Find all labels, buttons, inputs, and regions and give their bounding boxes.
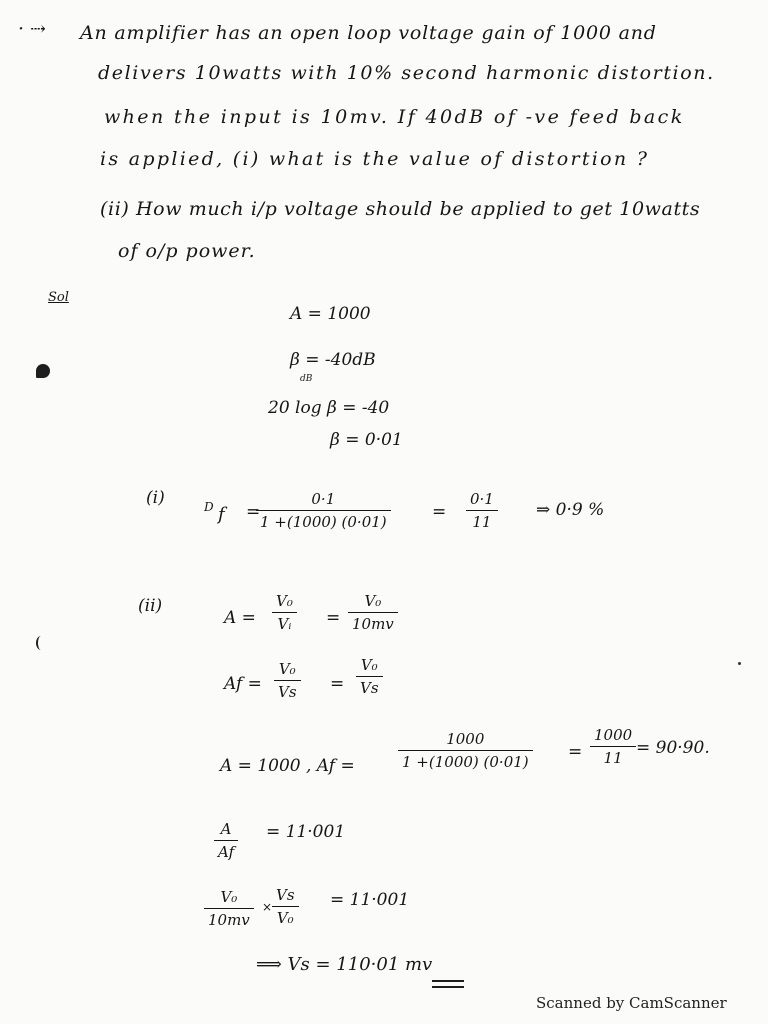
fraction-denominator: Vs	[360, 679, 379, 697]
fraction-denominator: V₀	[276, 909, 294, 927]
fraction-numerator: 1000	[594, 726, 633, 744]
gain-ratio-result: = 11·001	[266, 822, 346, 842]
given-beta-db: β = -40dB	[290, 350, 376, 370]
feedback-gain-fraction	[398, 730, 533, 771]
fraction-numerator: 0·1	[470, 490, 494, 508]
fraction-numerator: Vs	[276, 886, 295, 904]
final-underline	[432, 986, 464, 988]
feedback-fraction-vo-vs	[274, 660, 301, 701]
fraction-denominator: 1 +(1000) (0·01)	[260, 513, 387, 531]
ratio-fraction-vs-vo	[272, 886, 299, 927]
scanner-watermark: Scanned by CamScanner	[536, 994, 727, 1012]
given-log-eq: 20 log β = -40	[268, 398, 390, 418]
equals-sign: =	[568, 742, 583, 762]
ratio-fraction-vo-10mv	[204, 888, 254, 929]
gain-eq-lhs: A =	[224, 608, 256, 628]
distortion-result: ⇒ 0·9 %	[536, 500, 605, 520]
fraction-denominator: Vs	[278, 683, 297, 701]
times-sign: ×	[262, 900, 273, 914]
feedback-gain-result: = 90·90.	[636, 738, 710, 758]
problem-line-2: delivers 10watts with 10% second harmonic distortion.	[98, 62, 715, 84]
problem-line-4: is applied, (i) what is the value of distortion ?	[100, 148, 650, 170]
problem-line-6: of o/p power.	[118, 240, 256, 262]
part-ii-label: (ii)	[138, 596, 163, 616]
equals-sign: =	[432, 502, 447, 522]
equals-sign: =	[330, 674, 345, 694]
fraction-numerator: V₀	[364, 592, 382, 610]
fraction-denominator: 11	[603, 749, 623, 767]
equals-sign: =	[326, 608, 341, 628]
fraction-numerator: 0·1	[311, 490, 336, 508]
fraction-denominator: 1 +(1000) (0·01)	[402, 753, 529, 771]
distortion-fraction	[256, 490, 391, 531]
feedback-fraction-vo-vs-2	[356, 656, 383, 697]
problem-line-3: when the input is 10mv. If 40dB of -ve feed back	[104, 106, 685, 128]
distortion-symbol: D	[204, 500, 214, 514]
feedback-gain-line: A = 1000 , Af =	[220, 756, 355, 776]
final-underline	[432, 980, 464, 982]
distortion-subscript: f	[218, 504, 225, 525]
equals-sign: =	[246, 502, 261, 522]
fraction-numerator: V₀	[276, 592, 293, 610]
fraction-numerator: V₀	[278, 660, 296, 678]
feedback-gain-eq-lhs: Af =	[224, 674, 262, 694]
gain-fraction-vo-10mv	[348, 592, 398, 633]
problem-line-1: An amplifier has an open loop voltage gain of 1000 and	[80, 22, 657, 44]
feedback-gain-fraction-simplified	[590, 726, 636, 767]
given-beta: β = 0·01	[330, 430, 403, 450]
fraction-numerator: 1000	[446, 730, 485, 748]
gain-fraction-vo-vi	[272, 592, 297, 633]
given-gain: A = 1000	[290, 304, 371, 324]
fraction-numerator: V₀	[220, 888, 238, 906]
ratio-result: = 11·001	[330, 890, 410, 910]
fraction-denominator: 10mv	[208, 911, 250, 929]
fraction-denominator: Vᵢ	[277, 615, 292, 633]
fraction-numerator: A	[220, 820, 232, 838]
fraction-denominator: 10mv	[352, 615, 394, 633]
problem-bullet: · ⇢	[18, 18, 46, 40]
problem-line-5: (ii) How much i/p voltage should be applied to get 10watts	[100, 198, 701, 220]
fraction-denominator: Af	[218, 843, 235, 861]
stray-dot	[738, 662, 741, 665]
final-answer: ⟹ Vs = 110·01 mv	[256, 954, 433, 975]
gain-ratio-fraction	[214, 820, 238, 861]
fraction-numerator: V₀	[360, 656, 378, 674]
solution-label: Sol	[48, 290, 69, 305]
part-i-label: (i)	[146, 488, 165, 508]
punch-hole-mark	[36, 364, 50, 378]
beta-subscript: dB	[300, 374, 313, 384]
punch-hole-mark	[36, 636, 46, 650]
distortion-fraction-simplified	[466, 490, 498, 531]
fraction-denominator: 11	[472, 513, 492, 531]
